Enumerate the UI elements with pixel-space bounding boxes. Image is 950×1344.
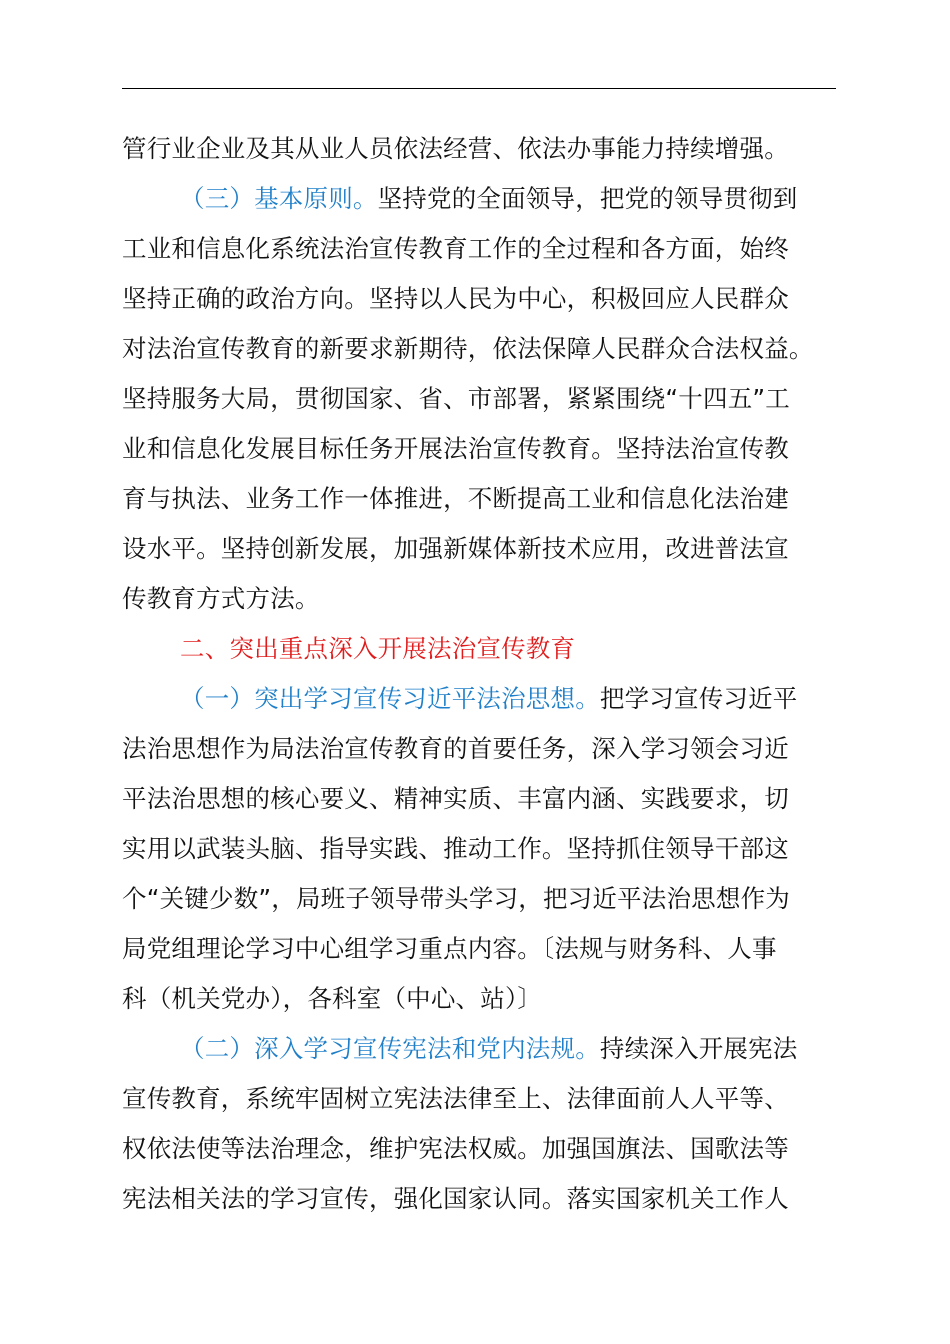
body-line xyxy=(122,974,862,1024)
section-heading-line xyxy=(122,624,862,674)
body-line xyxy=(122,424,862,474)
body-text: 实用以武装头脑、指导实践、推动工作。坚持抓住领导干部这 xyxy=(122,834,789,863)
body-text: 工业和信息化系统法治宣传教育工作的全过程和各方面，始终 xyxy=(122,234,789,263)
body-text: 平法治思想的核心要义、精神实质、丰富内涵、实践要求，切 xyxy=(122,784,789,813)
section-heading-2: 二、突出重点深入开展法治宣传教育 xyxy=(180,634,576,663)
body-text: 传教育方式方法。 xyxy=(122,584,320,613)
body-line xyxy=(122,1174,862,1224)
body-line xyxy=(122,724,862,774)
body-text: 持续深入开展宪法 xyxy=(599,1034,798,1063)
body-line xyxy=(122,274,862,324)
body-line xyxy=(122,124,862,174)
body-line xyxy=(122,374,862,424)
body-line xyxy=(122,824,862,874)
body-text: 管行业企业及其从业人员依法经营、依法办事能力持续增强。 xyxy=(122,134,789,163)
header-rule xyxy=(122,88,836,89)
body-text: 宣传教育，系统牢固树立宪法法律至上、法律面前人人平等、 xyxy=(122,1084,789,1113)
body-text: 局党组理论学习中心组学习重点内容。〔法规与财务科、人事 xyxy=(122,934,777,963)
body-text: 权依法使等法治理念，维护宪法权威。加强国旗法、国歌法等 xyxy=(122,1134,789,1163)
body-text: 法治思想作为局法治宣传教育的首要任务，深入学习领会习近 xyxy=(122,734,789,763)
body-line xyxy=(122,524,862,574)
body-text: 坚持正确的政治方向。坚持以人民为中心，积极回应人民群众 xyxy=(122,284,789,313)
body-line xyxy=(122,574,862,624)
body-line xyxy=(122,224,862,274)
body-text: 把学习宣传习近平 xyxy=(599,684,798,713)
subheading-basic-principles: （三）基本原则。 xyxy=(180,184,378,213)
body-line xyxy=(122,774,862,824)
document-body xyxy=(122,124,862,1224)
body-text: 业和信息化发展目标任务开展法治宣传教育。坚持法治宣传教 xyxy=(122,434,789,463)
body-text: 坚持服务大局，贯彻国家、省、市部署，紧紧围绕“十四五”工 xyxy=(122,384,790,413)
body-text: 设水平。坚持创新发展，加强新媒体新技术应用，改进普法宣 xyxy=(122,534,789,563)
body-text: 坚持党的全面领导，把党的领导贯彻到 xyxy=(377,184,798,213)
body-text: 育与执法、业务工作一体推进，不断提高工业和信息化法治建 xyxy=(122,484,789,513)
subheading-line xyxy=(122,674,862,724)
body-line xyxy=(122,474,862,524)
body-line xyxy=(122,924,862,974)
body-line xyxy=(122,324,862,374)
subheading-xi-rule-of-law: （一）突出学习宣传习近平法治思想。 xyxy=(180,684,600,713)
body-text: 宪法相关法的学习宣传，强化国家认同。落实国家机关工作人 xyxy=(122,1184,789,1213)
body-text: 对法治宣传教育的新要求新期待，依法保障人民群众合法权益。 xyxy=(122,334,814,363)
body-line xyxy=(122,1074,862,1124)
subheading-constitution: （二）深入学习宣传宪法和党内法规。 xyxy=(180,1034,600,1063)
subheading-line xyxy=(122,174,862,224)
body-line xyxy=(122,1124,862,1174)
subheading-line xyxy=(122,1024,862,1074)
body-text: 个“关键少数”，局班子领导带头学习，把习近平法治思想作为 xyxy=(122,884,790,913)
body-text: 科（机关党办），各科室（中心、站）〕 xyxy=(122,984,543,1013)
body-line xyxy=(122,874,862,924)
